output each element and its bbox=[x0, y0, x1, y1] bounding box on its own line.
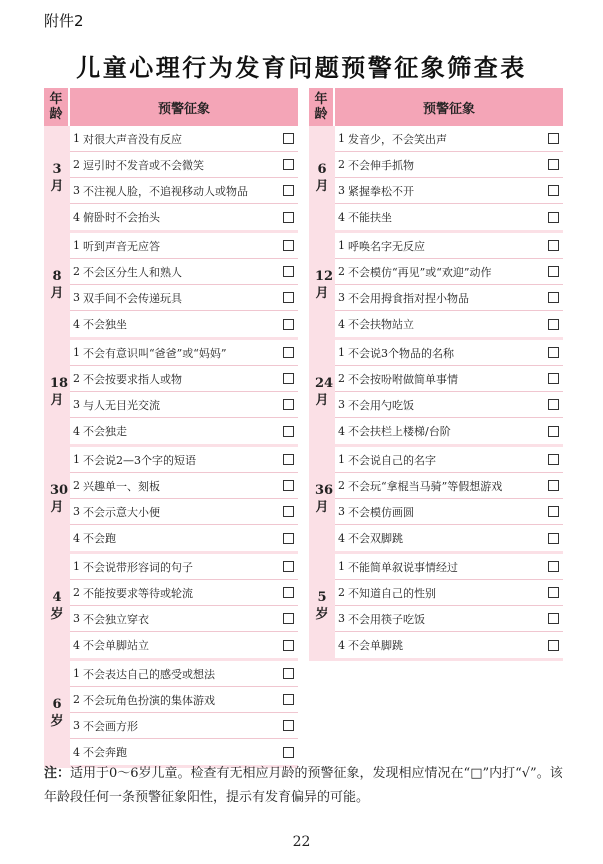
sign-row bbox=[335, 580, 563, 606]
left-table bbox=[44, 88, 298, 768]
sign-text: 不会说3个物品的名称 bbox=[348, 346, 454, 360]
sign-row bbox=[335, 152, 563, 178]
item-number: 4 bbox=[338, 317, 345, 331]
checkbox[interactable] bbox=[548, 319, 559, 330]
sign-text: 不能扶坐 bbox=[348, 211, 392, 224]
sign-text: 不会扶物站立 bbox=[348, 318, 414, 331]
checkbox[interactable] bbox=[283, 694, 294, 705]
item-number: 2 bbox=[338, 372, 345, 385]
sign-text: 不会模仿画圆 bbox=[348, 505, 414, 519]
checkbox[interactable] bbox=[283, 347, 294, 358]
sign-row bbox=[70, 418, 298, 444]
sign-row bbox=[70, 687, 298, 713]
sign-text: 不会单脚跳 bbox=[348, 639, 403, 652]
age-cell: 18月 bbox=[44, 340, 70, 444]
sign-row bbox=[335, 499, 563, 525]
sign-row bbox=[70, 392, 298, 418]
checkbox[interactable] bbox=[283, 533, 294, 544]
sign-row bbox=[70, 473, 298, 499]
age-group bbox=[309, 447, 563, 554]
checkbox[interactable] bbox=[283, 133, 294, 144]
item-number: 2 bbox=[338, 479, 345, 492]
sign-row bbox=[70, 204, 298, 230]
sign-text: 不会有意识叫“爸爸”或“妈妈” bbox=[83, 346, 227, 360]
item-number: 3 bbox=[338, 612, 345, 625]
sign-row bbox=[70, 366, 298, 392]
age-cell: 6月 bbox=[309, 126, 335, 230]
footnote-label: 注： bbox=[44, 766, 71, 781]
item-number: 1 bbox=[73, 560, 80, 573]
age-header: 年龄 bbox=[44, 88, 70, 126]
sign-row bbox=[335, 366, 563, 392]
sign-text: 逗引时不发音或不会微笑 bbox=[83, 158, 204, 172]
item-number: 2 bbox=[73, 265, 80, 278]
sign-text: 不会用勺吃饭 bbox=[348, 398, 414, 412]
checkbox[interactable] bbox=[283, 747, 294, 758]
sign-text: 双手间不会传递玩具 bbox=[83, 291, 182, 305]
sign-text: 不能简单叙说事情经过 bbox=[348, 560, 458, 574]
item-number: 1 bbox=[73, 132, 80, 145]
sign-row bbox=[70, 285, 298, 311]
item-number: 4 bbox=[73, 317, 80, 331]
sign-row bbox=[70, 661, 298, 687]
item-number: 2 bbox=[338, 586, 345, 599]
item-number: 1 bbox=[73, 453, 80, 466]
sign-row bbox=[70, 340, 298, 366]
sign-text: 不会说带形容词的句子 bbox=[83, 560, 193, 574]
sign-row bbox=[70, 447, 298, 473]
checkbox[interactable] bbox=[548, 506, 559, 517]
sign-row bbox=[70, 259, 298, 285]
checkbox[interactable] bbox=[548, 292, 559, 303]
sign-text: 不会独走 bbox=[83, 425, 127, 438]
sign-text: 不会用拇食指对捏小物品 bbox=[348, 291, 469, 305]
sign-row bbox=[70, 632, 298, 658]
age-cell: 30月 bbox=[44, 447, 70, 551]
screening-table bbox=[44, 88, 563, 759]
item-number: 3 bbox=[338, 398, 345, 411]
sign-row bbox=[70, 606, 298, 632]
sign-row bbox=[335, 554, 563, 580]
item-number: 4 bbox=[73, 745, 80, 759]
page-title: 儿童心理行为发育问题预警征象筛查表 bbox=[76, 54, 527, 82]
item-number: 1 bbox=[73, 667, 80, 680]
checkbox[interactable] bbox=[548, 533, 559, 544]
sign-row bbox=[70, 178, 298, 204]
footnote bbox=[44, 762, 563, 810]
checkbox[interactable] bbox=[548, 212, 559, 223]
item-number: 3 bbox=[338, 184, 345, 197]
item-number: 1 bbox=[338, 346, 345, 359]
item-number: 2 bbox=[73, 372, 80, 385]
checkbox[interactable] bbox=[283, 506, 294, 517]
item-number: 1 bbox=[338, 560, 345, 573]
checkbox[interactable] bbox=[283, 185, 294, 196]
sign-text: 不会扶栏上楼梯/台阶 bbox=[348, 425, 451, 438]
item-number: 2 bbox=[338, 158, 345, 171]
checkbox[interactable] bbox=[283, 266, 294, 277]
checkbox[interactable] bbox=[548, 613, 559, 624]
checkbox[interactable] bbox=[548, 347, 559, 358]
item-number: 1 bbox=[338, 453, 345, 466]
item-number: 3 bbox=[73, 184, 80, 197]
sign-row bbox=[335, 525, 563, 551]
age-group bbox=[309, 233, 563, 340]
sign-row bbox=[335, 340, 563, 366]
sign-text: 不注视人脸，不追视移动人或物品 bbox=[83, 184, 248, 198]
footnote-text: 适用于0～6岁儿童。检查有无相应月龄的预警征象，发现相应情况在“□”内打“√”。该年龄段任何一条预警征象阳性，提示有发育偏异的可能。 bbox=[44, 766, 563, 805]
age-group bbox=[309, 554, 563, 661]
checkbox[interactable] bbox=[548, 561, 559, 572]
checkbox[interactable] bbox=[548, 640, 559, 651]
sign-text: 不会示意大小便 bbox=[83, 505, 160, 519]
sign-text: 不会说自己的名字 bbox=[348, 453, 436, 467]
checkbox[interactable] bbox=[283, 292, 294, 303]
checkbox[interactable] bbox=[548, 587, 559, 598]
sign-text: 不会画方形 bbox=[83, 719, 138, 733]
item-number: 3 bbox=[73, 398, 80, 411]
sign-text: 不会玩“拿棍当马骑”等假想游戏 bbox=[348, 479, 503, 493]
sign-row bbox=[335, 606, 563, 632]
age-group bbox=[44, 126, 298, 233]
item-number: 4 bbox=[73, 638, 80, 652]
checkbox[interactable] bbox=[548, 426, 559, 437]
table-header bbox=[44, 88, 298, 126]
age-group bbox=[44, 661, 298, 768]
checkbox[interactable] bbox=[283, 212, 294, 223]
sign-text: 不会奔跑 bbox=[83, 746, 127, 759]
sign-text: 兴趣单一、刻板 bbox=[83, 479, 160, 493]
sign-text: 不会按吩咐做简单事情 bbox=[348, 372, 458, 386]
checkbox[interactable] bbox=[548, 159, 559, 170]
checkbox[interactable] bbox=[548, 373, 559, 384]
sign-text: 紧握拳松不开 bbox=[348, 184, 414, 198]
item-number: 4 bbox=[73, 210, 80, 224]
sign-text: 不会独立穿衣 bbox=[83, 612, 149, 626]
age-group bbox=[44, 447, 298, 554]
checkbox[interactable] bbox=[283, 159, 294, 170]
item-number: 4 bbox=[73, 424, 80, 438]
sign-text: 不会模仿“再见”或“欢迎”动作 bbox=[348, 265, 492, 279]
checkbox[interactable] bbox=[548, 133, 559, 144]
item-number: 4 bbox=[338, 638, 345, 652]
age-group bbox=[44, 233, 298, 340]
sign-row bbox=[335, 311, 563, 337]
checkbox[interactable] bbox=[548, 240, 559, 251]
page-number: 22 bbox=[292, 834, 311, 850]
sign-text: 不知道自己的性别 bbox=[348, 586, 436, 600]
age-cell: 24月 bbox=[309, 340, 335, 444]
sign-row bbox=[70, 554, 298, 580]
age-group bbox=[309, 126, 563, 233]
checkbox[interactable] bbox=[283, 454, 294, 465]
sign-row bbox=[335, 285, 563, 311]
item-number: 4 bbox=[338, 210, 345, 224]
sign-text: 不能按要求等待或轮流 bbox=[83, 586, 193, 600]
sign-row bbox=[335, 204, 563, 230]
age-group bbox=[309, 340, 563, 447]
sign-row bbox=[70, 152, 298, 178]
checkbox[interactable] bbox=[283, 561, 294, 572]
sign-text: 不会跑 bbox=[83, 532, 116, 545]
sign-text: 不会按要求指人或物 bbox=[83, 372, 182, 386]
checkbox[interactable] bbox=[283, 240, 294, 251]
checkbox[interactable] bbox=[548, 454, 559, 465]
sign-row bbox=[335, 392, 563, 418]
age-group bbox=[44, 340, 298, 447]
sign-text: 对很大声音没有反应 bbox=[83, 132, 182, 146]
sign-row bbox=[335, 259, 563, 285]
checkbox[interactable] bbox=[283, 399, 294, 410]
age-cell: 3月 bbox=[44, 126, 70, 230]
checkbox[interactable] bbox=[548, 399, 559, 410]
sign-text: 不会双脚跳 bbox=[348, 532, 403, 545]
checkbox[interactable] bbox=[548, 480, 559, 491]
sign-text: 不会表达自己的感受或想法 bbox=[83, 667, 215, 681]
item-number: 3 bbox=[73, 505, 80, 518]
item-number: 3 bbox=[73, 612, 80, 625]
sign-text: 不会用筷子吃饭 bbox=[348, 612, 425, 626]
age-cell: 36月 bbox=[309, 447, 335, 551]
sign-row bbox=[335, 178, 563, 204]
item-number: 2 bbox=[73, 586, 80, 599]
age-cell: 12月 bbox=[309, 233, 335, 337]
sign-text: 不会区分生人和熟人 bbox=[83, 265, 182, 279]
age-header: 年龄 bbox=[309, 88, 335, 126]
sign-text: 与人无目光交流 bbox=[83, 398, 160, 412]
checkbox[interactable] bbox=[283, 640, 294, 651]
checkbox[interactable] bbox=[283, 613, 294, 624]
checkbox[interactable] bbox=[283, 373, 294, 384]
checkbox[interactable] bbox=[283, 426, 294, 437]
sign-text: 不会说2—3个字的短语 bbox=[83, 453, 196, 467]
sign-row bbox=[70, 580, 298, 606]
sign-text: 呼唤名字无反应 bbox=[348, 239, 425, 253]
age-cell: 5岁 bbox=[309, 554, 335, 658]
sign-text: 不会单脚站立 bbox=[83, 639, 149, 652]
checkbox[interactable] bbox=[283, 587, 294, 598]
item-number: 1 bbox=[338, 132, 345, 145]
item-number: 1 bbox=[73, 346, 80, 359]
item-number: 2 bbox=[338, 265, 345, 278]
sign-row bbox=[335, 632, 563, 658]
checkbox[interactable] bbox=[283, 319, 294, 330]
checkbox[interactable] bbox=[548, 266, 559, 277]
sign-text: 不会伸手抓物 bbox=[348, 158, 414, 172]
item-number: 3 bbox=[73, 719, 80, 732]
checkbox[interactable] bbox=[283, 480, 294, 491]
item-number: 4 bbox=[338, 424, 345, 438]
sign-text: 不会独坐 bbox=[83, 318, 127, 331]
item-number: 2 bbox=[73, 158, 80, 171]
sign-row bbox=[70, 126, 298, 152]
age-group bbox=[44, 554, 298, 661]
item-number: 3 bbox=[338, 505, 345, 518]
age-cell: 4岁 bbox=[44, 554, 70, 658]
attachment-label: 附件2 bbox=[44, 12, 84, 30]
item-number: 4 bbox=[338, 531, 345, 545]
sign-row bbox=[70, 713, 298, 739]
sign-row bbox=[70, 311, 298, 337]
sign-row bbox=[335, 126, 563, 152]
sign-text: 俯卧时不会抬头 bbox=[83, 211, 160, 224]
sign-row bbox=[70, 233, 298, 259]
item-number: 1 bbox=[338, 239, 345, 252]
sign-row bbox=[335, 418, 563, 444]
item-number: 3 bbox=[338, 291, 345, 304]
sign-text: 不会玩角色扮演的集体游戏 bbox=[83, 693, 215, 707]
checkbox[interactable] bbox=[283, 720, 294, 731]
item-number: 1 bbox=[73, 239, 80, 252]
right-table bbox=[309, 88, 563, 661]
signs-header: 预警征象 bbox=[422, 101, 475, 117]
item-number: 2 bbox=[73, 479, 80, 492]
checkbox[interactable] bbox=[548, 185, 559, 196]
sign-row bbox=[335, 473, 563, 499]
age-cell: 6岁 bbox=[44, 661, 70, 765]
signs-header: 预警征象 bbox=[157, 101, 210, 117]
sign-row bbox=[335, 447, 563, 473]
sign-text: 听到声音无应答 bbox=[83, 239, 160, 253]
sign-row bbox=[70, 499, 298, 525]
table-header bbox=[309, 88, 563, 126]
age-cell: 8月 bbox=[44, 233, 70, 337]
item-number: 3 bbox=[73, 291, 80, 304]
sign-row bbox=[70, 525, 298, 551]
sign-text: 发音少，不会笑出声 bbox=[348, 132, 447, 146]
checkbox[interactable] bbox=[283, 668, 294, 679]
item-number: 2 bbox=[73, 693, 80, 706]
sign-row bbox=[335, 233, 563, 259]
item-number: 4 bbox=[73, 531, 80, 545]
